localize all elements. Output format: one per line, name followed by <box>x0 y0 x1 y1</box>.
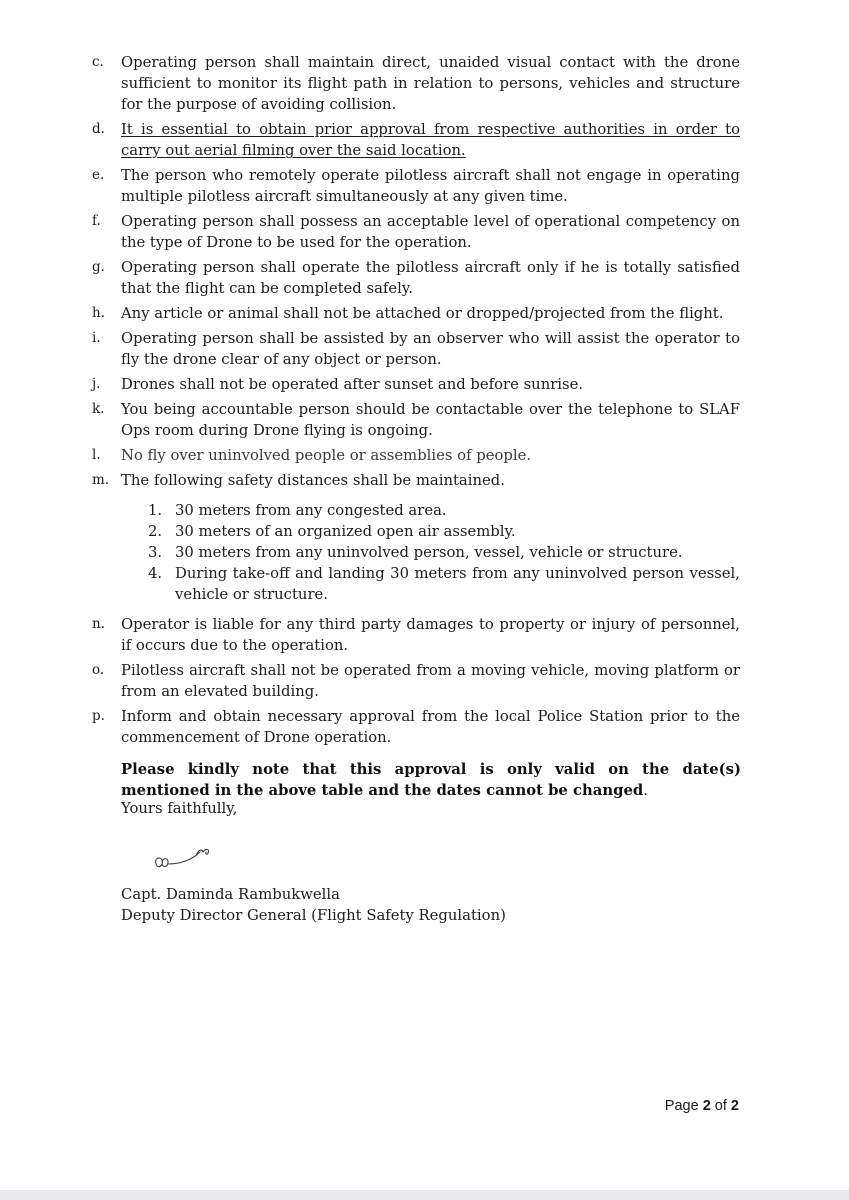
condition-text: The person who remotely operate pilotless aircraft shall not engage in operating multiple pilotless aircraft simultaneously at any given time. <box>121 167 740 205</box>
safety-distance-text: 30 meters of an organized open air assembly. <box>175 523 516 540</box>
condition-i <box>0 328 740 370</box>
condition-text: Pilotless aircraft shall not be operated from a moving vehicle, moving platform or from an elevated building. <box>121 662 740 700</box>
safety-distance-text: During take-off and landing 30 meters from any uninvolved person vessel, vehicle or structure. <box>175 565 740 603</box>
condition-marker: e. <box>92 167 105 183</box>
condition-text: No fly over uninvolved people or assemblies of people. <box>121 447 532 464</box>
condition-p <box>0 706 740 748</box>
safety-distances-list <box>0 500 740 605</box>
signature-image <box>150 838 220 878</box>
safety-distance-item <box>148 521 740 542</box>
viewer-bottom-strip <box>0 1190 849 1200</box>
condition-d <box>0 119 740 161</box>
condition-marker: c. <box>92 54 104 70</box>
page-number-current: 2 <box>702 1098 711 1114</box>
condition-marker: m. <box>92 472 110 488</box>
condition-m <box>0 470 740 491</box>
condition-marker: k. <box>92 401 105 417</box>
safety-distance-item <box>148 500 740 521</box>
condition-text: Operator is liable for any third party damages to property or injury of personnel, if occurs due to the operation. <box>121 616 740 654</box>
safety-distance-number: 3. <box>148 544 163 561</box>
condition-text: Operating person shall possess an acceptable level of operational competency on the type of Drone to be used for the operation. <box>121 213 740 251</box>
condition-g <box>0 257 740 299</box>
page-number-prefix: Page <box>664 1098 699 1114</box>
condition-marker: h. <box>92 305 105 321</box>
page-number-total: 2 <box>730 1098 739 1114</box>
condition-marker: g. <box>92 259 105 275</box>
condition-marker: f. <box>92 213 101 229</box>
conditions-list <box>0 52 849 801</box>
condition-n <box>0 614 740 656</box>
condition-e <box>0 165 740 207</box>
condition-text: Operating person shall maintain direct, unaided visual contact with the drone sufficient to monitor its flight path in relation to persons, vehicles and structure for the purpose of avoiding collision. <box>121 54 740 113</box>
condition-k <box>0 399 740 441</box>
validity-note-bold: Please kindly note that this approval is only valid on the date(s) mentioned in the above table and the dates cannot be changed <box>121 761 741 799</box>
condition-l <box>0 445 740 466</box>
page-number-separator: of <box>714 1098 727 1114</box>
condition-text: Operating person shall operate the pilotless aircraft only if he is totally satisfied that the flight can be completed safely. <box>121 259 740 297</box>
condition-marker: l. <box>92 447 101 463</box>
safety-distance-item <box>148 542 740 563</box>
condition-text: You being accountable person should be contactable over the telephone to SLAF Ops room during Drone flying is ongoing. <box>121 401 740 439</box>
condition-j <box>0 374 740 395</box>
condition-text: Operating person shall be assisted by an observer who will assist the operator to fly the drone clear of any object or person. <box>121 330 740 368</box>
condition-o <box>0 660 740 702</box>
condition-h <box>0 303 740 324</box>
condition-text: Drones shall not be operated after sunset and before sunrise. <box>121 376 584 393</box>
condition-marker: j. <box>92 376 101 392</box>
validity-note-end: . <box>643 782 648 799</box>
page-number <box>665 1098 739 1114</box>
safety-distance-text: 30 meters from any congested area. <box>175 502 447 519</box>
condition-text: Inform and obtain necessary approval from the local Police Station prior to the commencement of Drone operation. <box>121 708 740 746</box>
signatory-name: Capt. Daminda Rambukwella <box>121 886 340 903</box>
condition-marker: n. <box>92 616 105 632</box>
condition-marker: i. <box>92 330 101 346</box>
condition-c <box>0 52 740 115</box>
condition-text: The following safety distances shall be maintained. <box>121 472 505 489</box>
safety-distance-number: 4. <box>148 565 163 582</box>
safety-distance-number: 1. <box>148 502 163 519</box>
validity-note <box>121 759 741 801</box>
signatory-block <box>121 884 506 926</box>
condition-text: Any article or animal shall not be attached or dropped/projected from the flight. <box>121 305 724 322</box>
safety-distance-number: 2. <box>148 523 163 540</box>
condition-marker: p. <box>92 708 105 724</box>
signatory-title: Deputy Director General (Flight Safety Regulation) <box>121 907 506 924</box>
closing-salutation: Yours faithfully, <box>121 800 238 817</box>
condition-f <box>0 211 740 253</box>
condition-marker: d. <box>92 121 105 137</box>
condition-marker: o. <box>92 662 105 678</box>
safety-distance-text: 30 meters from any uninvolved person, vessel, vehicle or structure. <box>175 544 683 561</box>
condition-text: It is essential to obtain prior approval from respective authorities in order to carry out aerial filming over the said location. <box>121 121 740 159</box>
safety-distance-item <box>148 563 740 605</box>
